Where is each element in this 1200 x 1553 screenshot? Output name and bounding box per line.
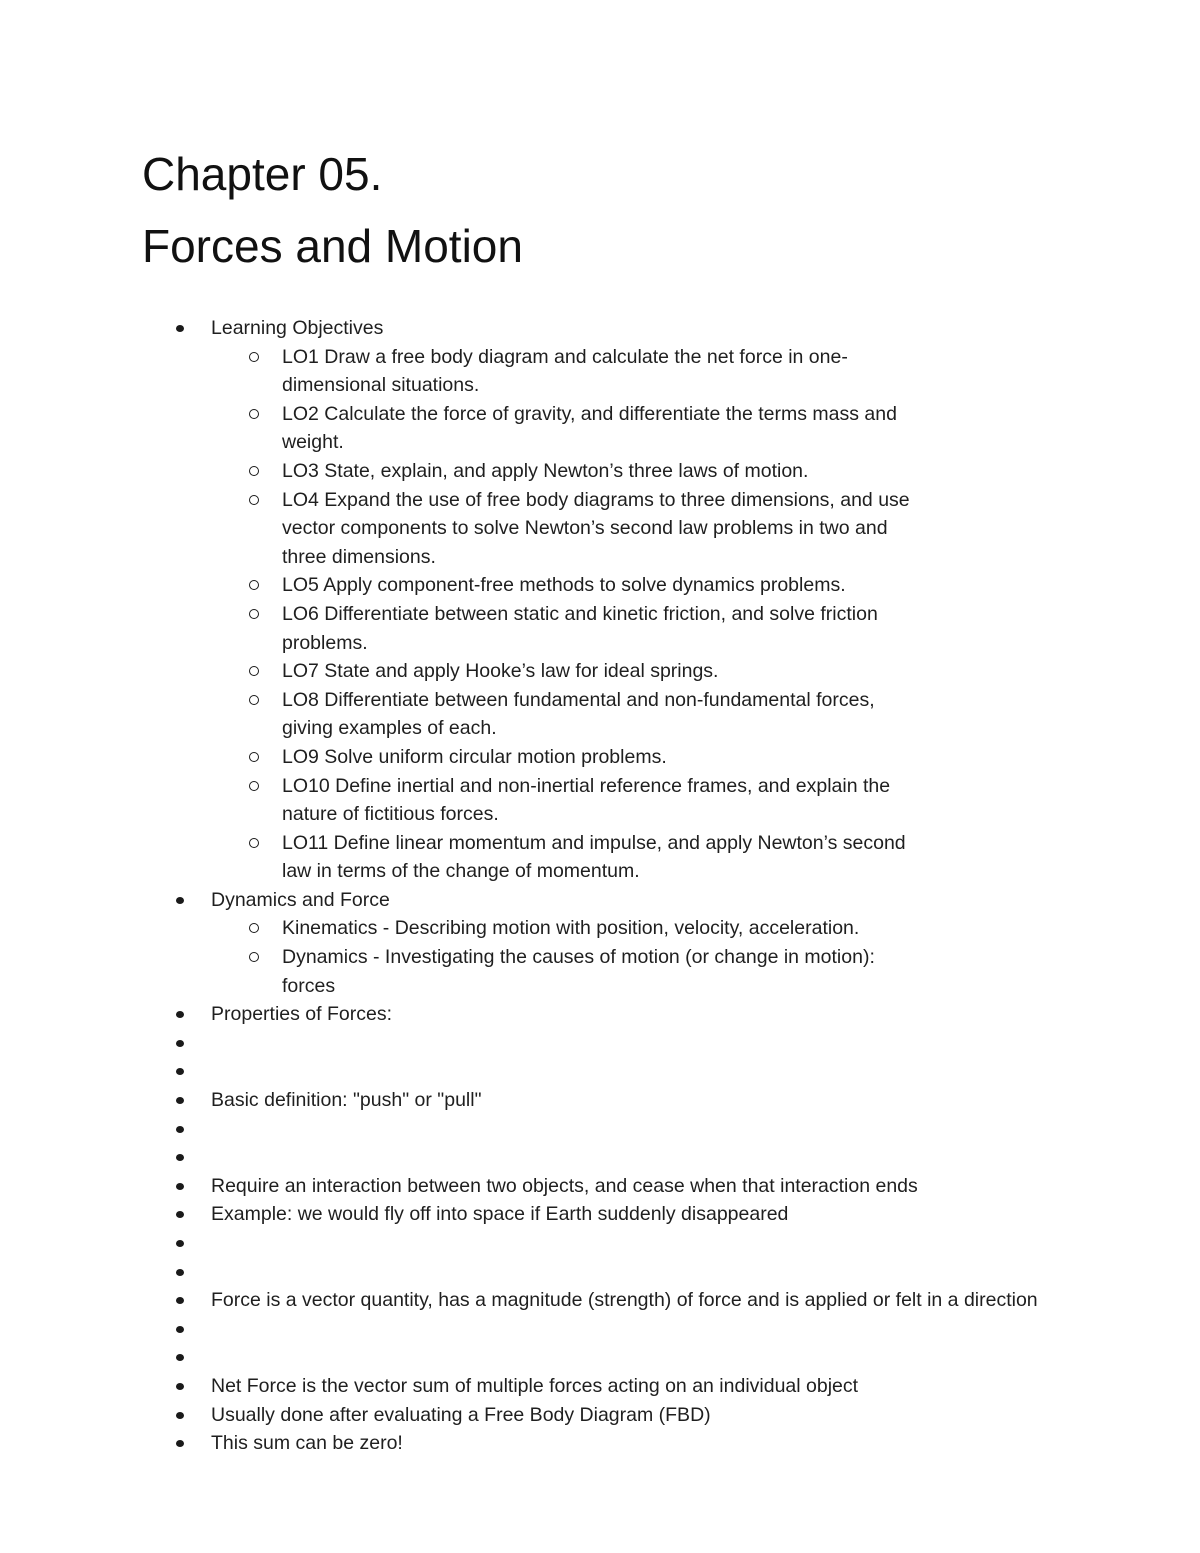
list-item-text: Net Force is the vector sum of multiple forces acting on an individual object xyxy=(211,1374,859,1397)
dynamics-sublist xyxy=(211,914,1060,1000)
list-item-text: Dynamics and Force xyxy=(211,888,390,911)
list-item xyxy=(0,1229,1200,1258)
filled-bullet-icon xyxy=(176,1011,184,1018)
hollow-bullet-icon xyxy=(249,466,259,476)
list-item-text: Force is a vector quantity, has a magnitude (strength) of force and is applied or felt in a direction xyxy=(211,1289,1038,1312)
list-item-dynamics-and-force xyxy=(0,886,1200,1000)
sublist-item-lo1 xyxy=(0,343,1060,400)
hollow-bullet-icon xyxy=(249,409,259,419)
list-item-learning-objectives xyxy=(0,314,1200,886)
sublist-item-dynamics xyxy=(0,943,1060,1000)
sublist-item-text: LO4 Expand the use of free body diagrams to three dimensions, and use vector components to solve Newton’s second law problems in two and three dimensions. xyxy=(282,488,910,568)
sublist-item-lo8 xyxy=(0,686,1060,743)
sublist-item-text: Kinematics - Describing motion with position, velocity, acceleration. xyxy=(282,917,860,940)
filled-bullet-icon xyxy=(176,1354,184,1361)
list-item xyxy=(0,1401,1200,1430)
sublist-item-lo2 xyxy=(0,400,1060,457)
sublist-item-text: LO1 Draw a free body diagram and calculate the net force in one-dimensional situations. xyxy=(282,345,848,397)
list-item xyxy=(0,1115,1200,1144)
list-item xyxy=(0,1429,1200,1458)
sublist-item-text: LO9 Solve uniform circular motion problems. xyxy=(282,745,667,768)
hollow-bullet-icon xyxy=(249,580,259,590)
sublist-item-text: LO10 Define inertial and non-inertial reference frames, and explain the nature of fictitious forces. xyxy=(282,774,891,826)
filled-bullet-icon xyxy=(176,1240,184,1247)
sublist-item-lo10 xyxy=(0,772,1060,829)
filled-bullet-icon xyxy=(176,1040,184,1047)
chapter-number-title: Chapter 05. xyxy=(142,148,383,200)
hollow-bullet-icon xyxy=(249,923,259,933)
list-item xyxy=(0,1258,1200,1287)
filled-bullet-icon xyxy=(176,1183,184,1190)
list-item xyxy=(0,1343,1200,1372)
filled-bullet-icon xyxy=(176,325,184,332)
hollow-bullet-icon xyxy=(249,838,259,848)
sublist-item-lo9 xyxy=(0,743,1060,772)
chapter-name-title: Forces and Motion xyxy=(142,220,523,272)
sublist-item-lo11 xyxy=(0,829,1060,886)
sublist-item-text: LO5 Apply component-free methods to solve dynamics problems. xyxy=(282,574,846,597)
list-item-text: Basic definition: "push" or "pull" xyxy=(211,1089,482,1112)
sublist-item-text: LO6 Differentiate between static and kinetic friction, and solve friction problems. xyxy=(282,602,878,654)
list-item-text: This sum can be zero! xyxy=(211,1432,403,1455)
hollow-bullet-icon xyxy=(249,352,259,362)
list-item xyxy=(0,1029,1200,1058)
sublist-item-lo3 xyxy=(0,457,1060,486)
hollow-bullet-icon xyxy=(249,695,259,705)
sublist-item-lo7 xyxy=(0,657,1060,686)
sublist-item-text: LO8 Differentiate between fundamental and non-fundamental forces, giving examples of each. xyxy=(282,688,875,740)
filled-bullet-icon xyxy=(176,1412,184,1419)
list-item xyxy=(0,1286,1200,1315)
list-item xyxy=(0,1057,1200,1086)
learning-objectives-sublist xyxy=(211,343,1060,886)
hollow-bullet-icon xyxy=(249,752,259,762)
list-item xyxy=(0,1372,1200,1401)
list-item-text: Require an interaction between two objects, and cease when that interaction ends xyxy=(211,1174,918,1197)
filled-bullet-icon xyxy=(176,1383,184,1390)
list-item-text: Properties of Forces: xyxy=(211,1003,392,1026)
sublist-item-text: LO7 State and apply Hooke’s law for ideal springs. xyxy=(282,660,719,683)
hollow-bullet-icon xyxy=(249,609,259,619)
list-item xyxy=(0,1315,1200,1344)
list-item-text: Learning Objectives xyxy=(211,317,384,339)
sublist-item-kinematics xyxy=(0,914,1060,943)
filled-bullet-icon xyxy=(176,1211,184,1218)
filled-bullet-icon xyxy=(176,1126,184,1133)
hollow-bullet-icon xyxy=(249,781,259,791)
filled-bullet-icon xyxy=(176,1097,184,1104)
list-item-text: Example: we would fly off into space if Earth suddenly disappeared xyxy=(211,1203,789,1226)
notes-outline xyxy=(0,314,1200,1458)
list-item xyxy=(0,1200,1200,1229)
sublist-item-lo4 xyxy=(0,486,1060,572)
filled-bullet-icon xyxy=(176,1297,184,1304)
hollow-bullet-icon xyxy=(249,495,259,505)
list-item xyxy=(0,1086,1200,1115)
sublist-item-text: Dynamics - Investigating the causes of motion (or change in motion): forces xyxy=(282,946,875,997)
filled-bullet-icon xyxy=(176,1440,184,1447)
list-item-properties-of-forces xyxy=(0,1000,1200,1029)
hollow-bullet-icon xyxy=(249,666,259,676)
hollow-bullet-icon xyxy=(249,952,259,962)
sublist-item-text: LO3 State, explain, and apply Newton’s three laws of motion. xyxy=(282,459,809,482)
sublist-item-text: LO11 Define linear momentum and impulse, and apply Newton’s second law in terms of the change of momentum. xyxy=(282,831,906,883)
list-item xyxy=(0,1172,1200,1201)
filled-bullet-icon xyxy=(176,897,184,904)
sublist-item-text: LO2 Calculate the force of gravity, and differentiate the terms mass and weight. xyxy=(282,402,897,454)
list-item-text: Usually done after evaluating a Free Body Diagram (FBD) xyxy=(211,1403,711,1426)
filled-bullet-icon xyxy=(176,1326,184,1333)
sublist-item-lo5 xyxy=(0,571,1060,600)
sublist-item-lo6 xyxy=(0,600,1060,657)
filled-bullet-icon xyxy=(176,1154,184,1161)
filled-bullet-icon xyxy=(176,1269,184,1276)
list-item xyxy=(0,1143,1200,1172)
filled-bullet-icon xyxy=(176,1068,184,1075)
